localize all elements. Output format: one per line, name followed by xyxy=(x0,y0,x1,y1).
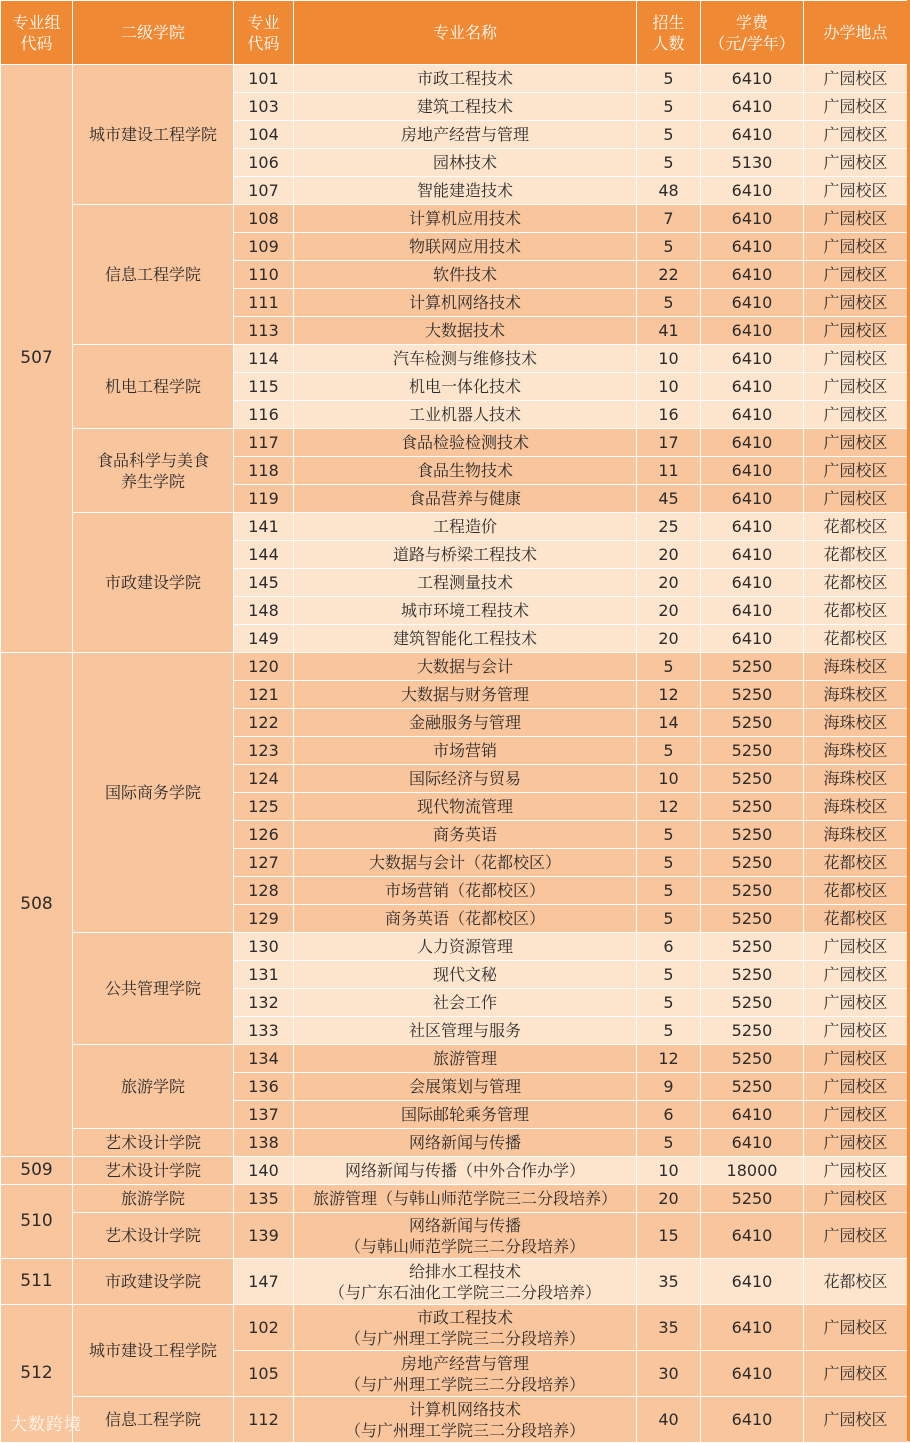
fee: 6410 xyxy=(701,541,804,569)
campus: 广园校区 xyxy=(804,401,908,429)
major-code: 106 xyxy=(234,149,294,177)
major-code: 125 xyxy=(234,793,294,821)
quota: 10 xyxy=(637,345,701,373)
major-name: 计算机网络技术 （与广州理工学院三二分段培养） xyxy=(294,1397,637,1443)
table-row xyxy=(1,1045,908,1073)
quota: 22 xyxy=(637,261,701,289)
campus: 广园校区 xyxy=(804,65,908,93)
major-name: 给排水工程技术 （与广东石油化工学院三二分段培养） xyxy=(294,1259,637,1305)
quota: 16 xyxy=(637,401,701,429)
major-code: 122 xyxy=(234,709,294,737)
fee: 5250 xyxy=(701,905,804,933)
fee: 6410 xyxy=(701,401,804,429)
quota: 10 xyxy=(637,765,701,793)
fee: 5250 xyxy=(701,737,804,765)
quota: 5 xyxy=(637,65,701,93)
quota: 10 xyxy=(637,373,701,401)
table-row xyxy=(1,1129,908,1157)
major-name: 旅游管理（与韩山师范学院三二分段培养） xyxy=(294,1185,637,1213)
table-row xyxy=(1,933,908,961)
major-code: 126 xyxy=(234,821,294,849)
campus: 花都校区 xyxy=(804,513,908,541)
table-row xyxy=(1,65,908,93)
group-code: 510 xyxy=(1,1185,73,1259)
quota: 5 xyxy=(637,653,701,681)
college-name: 艺术设计学院 xyxy=(73,1129,234,1157)
quota: 5 xyxy=(637,121,701,149)
campus: 广园校区 xyxy=(804,345,908,373)
major-name: 汽车检测与维修技术 xyxy=(294,345,637,373)
major-code: 132 xyxy=(234,989,294,1017)
fee: 6410 xyxy=(701,289,804,317)
quota: 5 xyxy=(637,905,701,933)
header-fee: 学费 （元/学年） xyxy=(701,1,804,65)
major-code: 101 xyxy=(234,65,294,93)
quota: 10 xyxy=(637,1157,701,1185)
fee: 5250 xyxy=(701,1073,804,1101)
fee: 6410 xyxy=(701,1213,804,1259)
major-code: 135 xyxy=(234,1185,294,1213)
campus: 广园校区 xyxy=(804,1157,908,1185)
quota: 40 xyxy=(637,1397,701,1443)
fee: 6410 xyxy=(701,177,804,205)
major-name: 大数据与财务管理 xyxy=(294,681,637,709)
college-name: 城市建设工程学院 xyxy=(73,1305,234,1397)
group-code: 509 xyxy=(1,1157,73,1185)
major-code: 116 xyxy=(234,401,294,429)
table-row xyxy=(1,1305,908,1351)
fee: 6410 xyxy=(701,93,804,121)
campus: 花都校区 xyxy=(804,541,908,569)
campus: 广园校区 xyxy=(804,429,908,457)
table-row xyxy=(1,345,908,373)
major-code: 114 xyxy=(234,345,294,373)
major-code: 104 xyxy=(234,121,294,149)
major-code: 147 xyxy=(234,1259,294,1305)
major-code: 117 xyxy=(234,429,294,457)
quota: 30 xyxy=(637,1351,701,1397)
college-name: 国际商务学院 xyxy=(73,653,234,933)
college-name: 食品科学与美食 养生学院 xyxy=(73,429,234,513)
college-name: 机电工程学院 xyxy=(73,345,234,429)
major-name: 工程测量技术 xyxy=(294,569,637,597)
major-name: 网络新闻与传播 （与韩山师范学院三二分段培养） xyxy=(294,1213,637,1259)
major-name: 会展策划与管理 xyxy=(294,1073,637,1101)
header-row xyxy=(1,1,908,65)
major-name: 智能建造技术 xyxy=(294,177,637,205)
major-name: 计算机应用技术 xyxy=(294,205,637,233)
campus: 广园校区 xyxy=(804,1073,908,1101)
quota: 5 xyxy=(637,289,701,317)
campus: 花都校区 xyxy=(804,1259,908,1305)
major-code: 134 xyxy=(234,1045,294,1073)
major-code: 120 xyxy=(234,653,294,681)
major-code: 112 xyxy=(234,1397,294,1443)
major-name: 大数据技术 xyxy=(294,317,637,345)
campus: 海珠校区 xyxy=(804,765,908,793)
college-name: 市政建设学院 xyxy=(73,1259,234,1305)
quota: 12 xyxy=(637,1045,701,1073)
fee: 5250 xyxy=(701,877,804,905)
fee: 6410 xyxy=(701,625,804,653)
quota: 20 xyxy=(637,625,701,653)
campus: 广园校区 xyxy=(804,233,908,261)
campus: 广园校区 xyxy=(804,289,908,317)
campus: 广园校区 xyxy=(804,1213,908,1259)
major-name: 机电一体化技术 xyxy=(294,373,637,401)
campus: 广园校区 xyxy=(804,317,908,345)
quota: 5 xyxy=(637,877,701,905)
major-code: 108 xyxy=(234,205,294,233)
quota: 14 xyxy=(637,709,701,737)
major-code: 127 xyxy=(234,849,294,877)
fee: 5250 xyxy=(701,1017,804,1045)
major-code: 140 xyxy=(234,1157,294,1185)
campus: 广园校区 xyxy=(804,1305,908,1351)
campus: 花都校区 xyxy=(804,625,908,653)
campus: 花都校区 xyxy=(804,849,908,877)
major-name: 金融服务与管理 xyxy=(294,709,637,737)
major-name: 房地产经营与管理 （与广州理工学院三二分段培养） xyxy=(294,1351,637,1397)
college-name: 旅游学院 xyxy=(73,1045,234,1129)
major-name: 工业机器人技术 xyxy=(294,401,637,429)
fee: 5250 xyxy=(701,849,804,877)
quota: 12 xyxy=(637,793,701,821)
fee: 6410 xyxy=(701,1397,804,1443)
major-code: 129 xyxy=(234,905,294,933)
major-name: 食品检验检测技术 xyxy=(294,429,637,457)
major-code: 123 xyxy=(234,737,294,765)
major-code: 103 xyxy=(234,93,294,121)
quota: 20 xyxy=(637,1185,701,1213)
major-code: 118 xyxy=(234,457,294,485)
table-row xyxy=(1,1185,908,1213)
major-name: 计算机网络技术 xyxy=(294,289,637,317)
campus: 花都校区 xyxy=(804,569,908,597)
fee: 6410 xyxy=(701,1351,804,1397)
header-major-code: 专业 代码 xyxy=(234,1,294,65)
major-code: 124 xyxy=(234,765,294,793)
quota: 17 xyxy=(637,429,701,457)
campus: 广园校区 xyxy=(804,1017,908,1045)
fee: 6410 xyxy=(701,457,804,485)
major-name: 园林技术 xyxy=(294,149,637,177)
campus: 广园校区 xyxy=(804,457,908,485)
table-row xyxy=(1,1259,908,1305)
major-code: 149 xyxy=(234,625,294,653)
major-code: 144 xyxy=(234,541,294,569)
major-name: 商务英语（花都校区） xyxy=(294,905,637,933)
major-name: 市政工程技术 （与广州理工学院三二分段培养） xyxy=(294,1305,637,1351)
college-name: 旅游学院 xyxy=(73,1185,234,1213)
quota: 5 xyxy=(637,1017,701,1045)
campus: 花都校区 xyxy=(804,905,908,933)
quota: 35 xyxy=(637,1305,701,1351)
fee: 6410 xyxy=(701,65,804,93)
major-code: 113 xyxy=(234,317,294,345)
campus: 花都校区 xyxy=(804,597,908,625)
campus: 海珠校区 xyxy=(804,737,908,765)
quota: 5 xyxy=(637,849,701,877)
campus: 广园校区 xyxy=(804,1129,908,1157)
quota: 41 xyxy=(637,317,701,345)
fee: 6410 xyxy=(701,429,804,457)
watermark: 大数跨境 xyxy=(10,1415,82,1435)
fee: 5250 xyxy=(701,653,804,681)
major-code: 109 xyxy=(234,233,294,261)
fee: 5130 xyxy=(701,149,804,177)
table-row xyxy=(1,653,908,681)
quota: 35 xyxy=(637,1259,701,1305)
major-code: 131 xyxy=(234,961,294,989)
major-code: 138 xyxy=(234,1129,294,1157)
table-body xyxy=(1,65,908,1443)
fee: 5250 xyxy=(701,709,804,737)
major-code: 139 xyxy=(234,1213,294,1259)
fee: 6410 xyxy=(701,597,804,625)
quota: 7 xyxy=(637,205,701,233)
major-code: 119 xyxy=(234,485,294,513)
major-name: 网络新闻与传播（中外合作办学） xyxy=(294,1157,637,1185)
fee: 6410 xyxy=(701,345,804,373)
campus: 广园校区 xyxy=(804,93,908,121)
major-name: 食品生物技术 xyxy=(294,457,637,485)
fee: 18000 xyxy=(701,1157,804,1185)
major-code: 110 xyxy=(234,261,294,289)
fee: 5250 xyxy=(701,821,804,849)
fee: 5250 xyxy=(701,961,804,989)
quota: 20 xyxy=(637,597,701,625)
quota: 5 xyxy=(637,989,701,1017)
campus: 广园校区 xyxy=(804,961,908,989)
major-name: 建筑工程技术 xyxy=(294,93,637,121)
header-college: 二级学院 xyxy=(73,1,234,65)
college-name: 信息工程学院 xyxy=(73,1397,234,1443)
major-code: 105 xyxy=(234,1351,294,1397)
header-major-name: 专业名称 xyxy=(294,1,637,65)
quota: 48 xyxy=(637,177,701,205)
campus: 广园校区 xyxy=(804,485,908,513)
major-name: 现代文秘 xyxy=(294,961,637,989)
quota: 5 xyxy=(637,149,701,177)
fee: 6410 xyxy=(701,1101,804,1129)
campus: 广园校区 xyxy=(804,205,908,233)
quota: 5 xyxy=(637,961,701,989)
college-name: 城市建设工程学院 xyxy=(73,65,234,205)
quota: 15 xyxy=(637,1213,701,1259)
major-name: 市政工程技术 xyxy=(294,65,637,93)
major-code: 145 xyxy=(234,569,294,597)
quota: 5 xyxy=(637,1129,701,1157)
major-name: 国际邮轮乘务管理 xyxy=(294,1101,637,1129)
major-name: 旅游管理 xyxy=(294,1045,637,1073)
fee: 5250 xyxy=(701,933,804,961)
quota: 11 xyxy=(637,457,701,485)
table-row xyxy=(1,513,908,541)
quota: 5 xyxy=(637,737,701,765)
fee: 6410 xyxy=(701,513,804,541)
quota: 9 xyxy=(637,1073,701,1101)
major-name: 市场营销（花都校区） xyxy=(294,877,637,905)
college-name: 信息工程学院 xyxy=(73,205,234,345)
major-name: 商务英语 xyxy=(294,821,637,849)
major-code: 137 xyxy=(234,1101,294,1129)
quota: 25 xyxy=(637,513,701,541)
major-code: 115 xyxy=(234,373,294,401)
campus: 海珠校区 xyxy=(804,681,908,709)
group-code: 508 xyxy=(1,653,73,1157)
major-name: 社会工作 xyxy=(294,989,637,1017)
quota: 12 xyxy=(637,681,701,709)
major-code: 102 xyxy=(234,1305,294,1351)
quota: 20 xyxy=(637,569,701,597)
table-row xyxy=(1,1157,908,1185)
major-code: 111 xyxy=(234,289,294,317)
major-name: 市场营销 xyxy=(294,737,637,765)
campus: 广园校区 xyxy=(804,177,908,205)
header-quota: 招生 人数 xyxy=(637,1,701,65)
major-name: 软件技术 xyxy=(294,261,637,289)
major-name: 工程造价 xyxy=(294,513,637,541)
fee: 5250 xyxy=(701,765,804,793)
college-name: 市政建设学院 xyxy=(73,513,234,653)
header-group-code: 专业组 代码 xyxy=(1,1,73,65)
fee: 6410 xyxy=(701,1305,804,1351)
campus: 广园校区 xyxy=(804,933,908,961)
major-name: 大数据与会计（花都校区） xyxy=(294,849,637,877)
fee: 6410 xyxy=(701,1259,804,1305)
campus: 海珠校区 xyxy=(804,793,908,821)
major-code: 133 xyxy=(234,1017,294,1045)
major-code: 107 xyxy=(234,177,294,205)
table-row xyxy=(1,429,908,457)
fee: 6410 xyxy=(701,373,804,401)
major-code: 121 xyxy=(234,681,294,709)
major-name: 大数据与会计 xyxy=(294,653,637,681)
campus: 广园校区 xyxy=(804,1351,908,1397)
campus: 广园校区 xyxy=(804,1397,908,1443)
campus: 广园校区 xyxy=(804,1101,908,1129)
campus: 海珠校区 xyxy=(804,653,908,681)
fee: 5250 xyxy=(701,989,804,1017)
campus: 广园校区 xyxy=(804,1045,908,1073)
major-name: 国际经济与贸易 xyxy=(294,765,637,793)
campus: 广园校区 xyxy=(804,149,908,177)
fee: 6410 xyxy=(701,569,804,597)
header-campus: 办学地点 xyxy=(804,1,908,65)
fee: 6410 xyxy=(701,317,804,345)
major-name: 人力资源管理 xyxy=(294,933,637,961)
major-name: 物联网应用技术 xyxy=(294,233,637,261)
major-name: 网络新闻与传播 xyxy=(294,1129,637,1157)
fee: 5250 xyxy=(701,1185,804,1213)
quota: 45 xyxy=(637,485,701,513)
fee: 6410 xyxy=(701,121,804,149)
major-code: 130 xyxy=(234,933,294,961)
group-code: 511 xyxy=(1,1259,73,1305)
table-row xyxy=(1,1397,908,1443)
group-code: 512 xyxy=(1,1305,73,1443)
quota: 5 xyxy=(637,93,701,121)
major-name: 社区管理与服务 xyxy=(294,1017,637,1045)
campus: 广园校区 xyxy=(804,1185,908,1213)
quota: 5 xyxy=(637,821,701,849)
table-row xyxy=(1,1213,908,1259)
group-code: 507 xyxy=(1,65,73,653)
fee: 5250 xyxy=(701,793,804,821)
fee: 6410 xyxy=(701,1129,804,1157)
quota: 6 xyxy=(637,1101,701,1129)
major-name: 房地产经营与管理 xyxy=(294,121,637,149)
campus: 花都校区 xyxy=(804,877,908,905)
fee: 6410 xyxy=(701,205,804,233)
fee: 5250 xyxy=(701,681,804,709)
college-name: 公共管理学院 xyxy=(73,933,234,1045)
campus: 广园校区 xyxy=(804,989,908,1017)
major-name: 道路与桥梁工程技术 xyxy=(294,541,637,569)
fee: 6410 xyxy=(701,233,804,261)
campus: 广园校区 xyxy=(804,261,908,289)
campus: 海珠校区 xyxy=(804,709,908,737)
campus: 广园校区 xyxy=(804,373,908,401)
major-name: 现代物流管理 xyxy=(294,793,637,821)
quota: 20 xyxy=(637,541,701,569)
college-name: 艺术设计学院 xyxy=(73,1213,234,1259)
major-name: 食品营养与健康 xyxy=(294,485,637,513)
campus: 广园校区 xyxy=(804,121,908,149)
major-code: 128 xyxy=(234,877,294,905)
major-code: 136 xyxy=(234,1073,294,1101)
fee: 5250 xyxy=(701,1045,804,1073)
fee: 6410 xyxy=(701,261,804,289)
campus: 海珠校区 xyxy=(804,821,908,849)
table-row xyxy=(1,205,908,233)
quota: 5 xyxy=(637,233,701,261)
major-name: 建筑智能化工程技术 xyxy=(294,625,637,653)
major-name: 城市环境工程技术 xyxy=(294,597,637,625)
college-name: 艺术设计学院 xyxy=(73,1157,234,1185)
quota: 6 xyxy=(637,933,701,961)
major-code: 141 xyxy=(234,513,294,541)
fee: 6410 xyxy=(701,485,804,513)
major-code: 148 xyxy=(234,597,294,625)
